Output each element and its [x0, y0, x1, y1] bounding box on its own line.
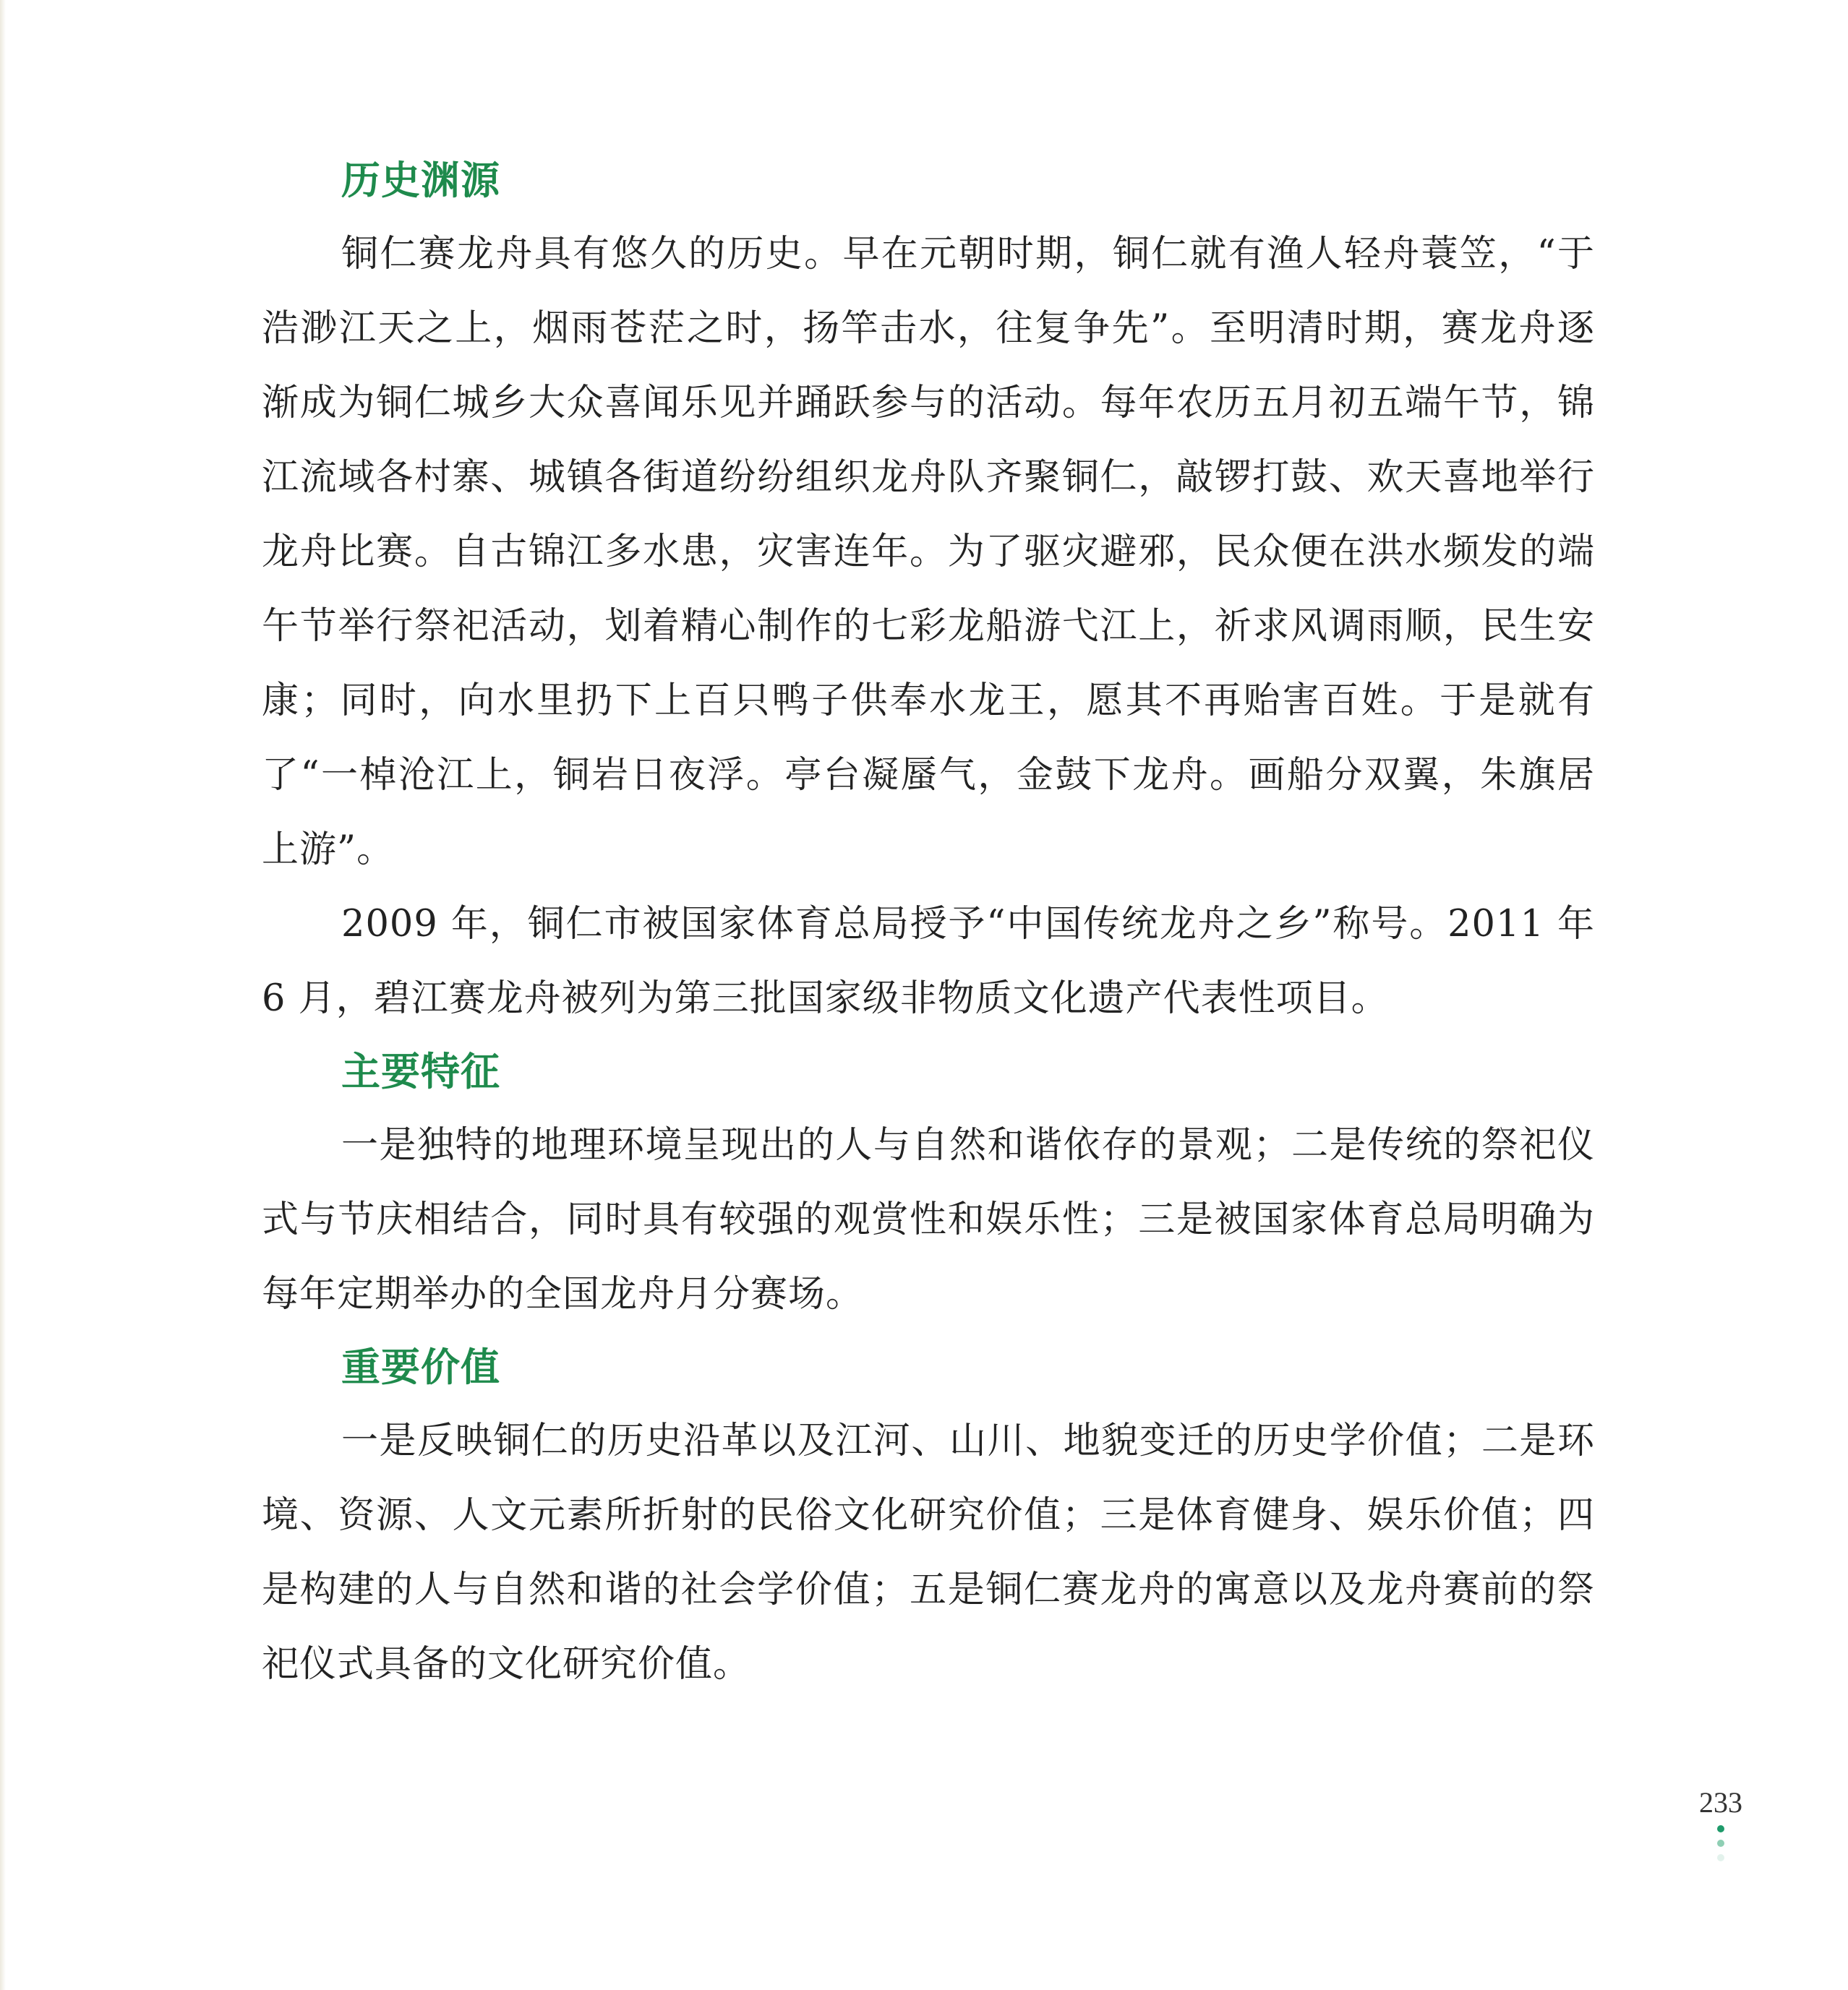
- page-edge-shadow: [0, 0, 6, 1990]
- paragraph-value-1: 一是反映铜仁的历史沿革以及江河、山川、地貌变迁的历史学价值；二是环境、资源、人文元素所折射的民俗文化研究价值；三是体育健身、娱乐价值；四是构建的人与自然和谐的社会学价值；五是铜仁赛龙舟的寓意以及龙舟赛前的祭祀仪式具备的文化研究价值。: [262, 1420, 1595, 1686]
- section-heading-features: 主要特征: [341, 1049, 500, 1094]
- section-heading-value: 重要价值: [341, 1344, 500, 1390]
- decorative-dot-1: [1717, 1825, 1724, 1832]
- page-number: 233: [1699, 1786, 1742, 1819]
- paragraph-history-1: 铜仁赛龙舟具有悠久的历史。早在元朝时期，铜仁就有渔人轻舟蓑笠，“于浩渺江天之上，烟雨苍茫之时，扬竿击水，往复争先”。至明清时期，赛龙舟逐渐成为铜仁城乡大众喜闻乐见并踊跃参与的活动。每年农历五月初五端午节，锦江流域各村寨、城镇各街道纷纷组织龙舟队齐聚铜仁，敲锣打鼓、欢天喜地举行龙舟比赛。自古锦江多水患，灾害连年。为了驱灾避邪，民众便在洪水频发的端午节举行祭祀活动，划着精心制作的七彩龙船游弋江上，祈求风调雨顺，民生安康；同时，向水里扔下上百只鸭子供奉水龙王，愿其不再贻害百姓。于是就有了“一棹沧江上，铜岩日夜浮。亭台凝蜃气，金鼓下龙舟。画船分双翼，朱旗居上游”。: [262, 233, 1595, 871]
- section-heading-history: 历史渊源: [341, 158, 500, 203]
- paragraph-features-1: 一是独特的地理环境呈现出的人与自然和谐依存的景观；二是传统的祭祀仪式与节庆相结合，同时具有较强的观赏性和娱乐性；三是被国家体育总局明确为每年定期举办的全国龙舟月分赛场。: [262, 1124, 1595, 1316]
- paragraph-history-2: 2009 年，铜仁市被国家体育总局授予“中国传统龙舟之乡”称号。2011 年 6 月，碧江赛龙舟被列为第三批国家级非物质文化遗产代表性项目。: [262, 903, 1595, 1020]
- page-content: [262, 145, 1595, 1702]
- decorative-dot-2: [1717, 1840, 1724, 1847]
- decorative-dots: [1715, 1825, 1727, 1869]
- decorative-dot-3: [1717, 1854, 1724, 1861]
